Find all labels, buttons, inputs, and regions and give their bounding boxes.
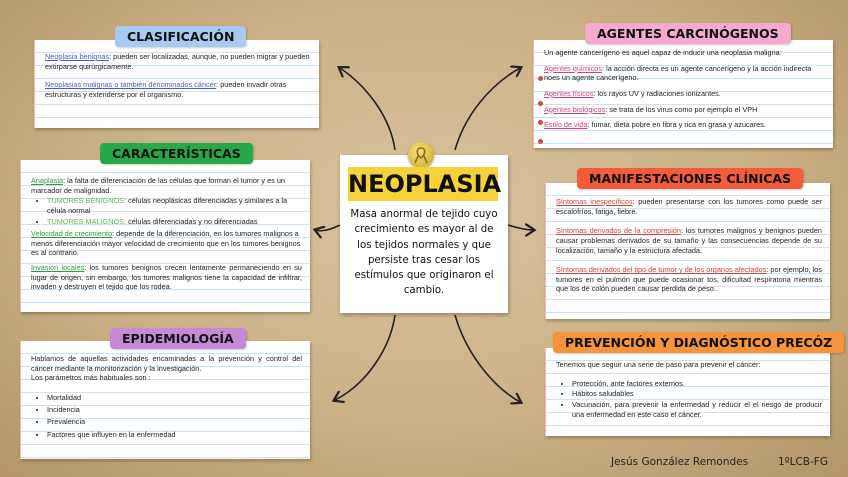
clasificacion-item: Neoplasia benignas: pueden ser localizadas, aunque, no pueden migrar y pueden extirparse quirúrgicamente. — [45, 52, 310, 71]
center-description: Masa anormal de tejido cuyo crecimiento es mayor al de los tejidos normales y que persiste tras cesar los estímulos que originaron el cambio. — [350, 209, 498, 297]
center-title: NEOPLASIA — [348, 167, 498, 201]
anaplasia-text: Anaplasia: la falta de diferenciación de las células que forman el tumor y es un marcador de malignidad. — [31, 176, 285, 195]
footer-author: Jesús González Remondes — [611, 456, 749, 468]
agentes-title: AGENTES CARCINÓGENOS — [585, 23, 791, 44]
arrow-clasificacion — [340, 68, 395, 150]
arrow-caracteristicas — [316, 225, 340, 231]
agentes-item: Agentes físicos: los rayos UV y radiaciones ionizantes. — [544, 88, 721, 98]
clasificacion-card — [34, 40, 319, 128]
prevencion-intro: Tenemos que seguir una serie de paso para prevenir el cáncer: — [556, 360, 761, 369]
prevencion-list — [556, 379, 822, 420]
epidemiologia-intro: Hablamos de aquellas actividades encaminadas a la prevención y control del cáncer mediante la monitorización y la investigación. — [31, 354, 302, 373]
bullet-dot — [538, 139, 543, 144]
list-item: • Protección, ante factores externos. — [572, 379, 822, 389]
manifestaciones-item: Síntomas derivados del tipo de tumor y de los órganos afectados: por ejemplo, los tumores en el pulmón que puede ocasionar tos, dificultad respiratoria mientras que los de colón pueden causar perdida de peso.. — [556, 265, 822, 294]
manifestaciones-card — [545, 183, 830, 319]
epidemiologia-card — [20, 341, 310, 459]
prevencion-title: PREVENCIÓN Y DIAGNÓSTICO PRECÓZ — [553, 332, 844, 353]
arrow-epidemiologia — [335, 315, 395, 400]
epidemiologia-list — [31, 392, 302, 440]
list-item: • Incidencia — [47, 404, 302, 415]
invasion-text: Invasión locales: los tumores benignos crecen lentamente permaneciendo en su lugar de origen, sin embargo, los tumores malignos tiene la capacidad de infiltrar, invaden y destruyen el tejido que los rodea. — [31, 263, 302, 292]
velocidad-text: Velocidad de crecimiento: depende de la diferenciación, en los tumores malignos a menos diferenciación mayor velocidad de crecimiento que en los tumores benignos es al contrario. — [31, 229, 301, 258]
clasificacion-item: Neoplasias malignas o también denominados cáncer: pueden invadir otras estructuras y extenderse por el organismo. — [45, 80, 287, 99]
epidemiologia-title: EPIDEMIOLOGÍA — [110, 328, 246, 349]
bullet-dot — [538, 76, 543, 81]
prevencion-card — [545, 348, 830, 436]
agentes-intro: Un agente cancerígeno es aquel capaz de inducir una neoplasia maligna: — [544, 48, 782, 57]
agentes-item: Agentes químicos: la acción directa es un agente cancerígeno y la acción indirecta noes un agente cancerígeno. — [544, 63, 812, 83]
bullet-dot — [538, 101, 543, 106]
list-item: • Vacunación, para prevenir la enfermedad y reducir el el riesgo de producir una enfermedad en este caso el cáncer. — [572, 400, 822, 419]
bullet-dot — [538, 120, 543, 125]
caracteristicas-card — [20, 160, 310, 312]
agentes-item: Estilo de vida: fumar, dieta pobre en fibra y rica en grasa y azucares. — [544, 120, 766, 130]
epidemiologia-params-intro: Los parámetros más habituales son : — [31, 373, 151, 383]
ribbon-icon — [408, 142, 434, 168]
agentes-item: Agentes biológicos: se trata de los virus como por ejemplo el VPH — [544, 104, 758, 114]
list-item: • Mortalidad — [47, 392, 302, 403]
arrow-prevencion — [455, 315, 520, 402]
manifestaciones-item: Síntomas derivados de la compresión: los tumores malignos y benignos pueden causar problemas derivados de su tamaño y las consecuencias depende de su localización, tamaño y la estructura afectada. — [556, 226, 822, 255]
manifestaciones-title: MANIFESTACIONES CLÍNICAS — [577, 168, 803, 189]
list-item: • TUMORES MALIGNOS: células diferenciadas y no diferenciadas — [47, 217, 302, 227]
anaplasia-list — [31, 196, 302, 226]
agentes-card — [533, 40, 833, 148]
list-item: • Hábitos saludables — [572, 389, 822, 399]
arrow-agentes — [455, 68, 520, 150]
manifestaciones-item: Síntomas inespecíficos: pueden presentarse con los tumores como puede ser escalofríos, fatiga, fiebre. — [556, 197, 822, 216]
list-item: • TUMORES BENIGNOS: células neoplásicas diferenciadas y similares a la célula normal — [47, 196, 302, 215]
caracteristicas-title: CARACTERÍSTICAS — [100, 143, 253, 164]
list-item: • Factores que influyen en la enfermedad — [47, 429, 302, 440]
clasificacion-title: CLASIFICACIÓN — [115, 26, 246, 47]
list-item: • Prevalencia — [47, 416, 302, 427]
arrow-manifestaciones — [508, 225, 533, 230]
footer-course: 1ºLCB-FG — [778, 456, 828, 468]
